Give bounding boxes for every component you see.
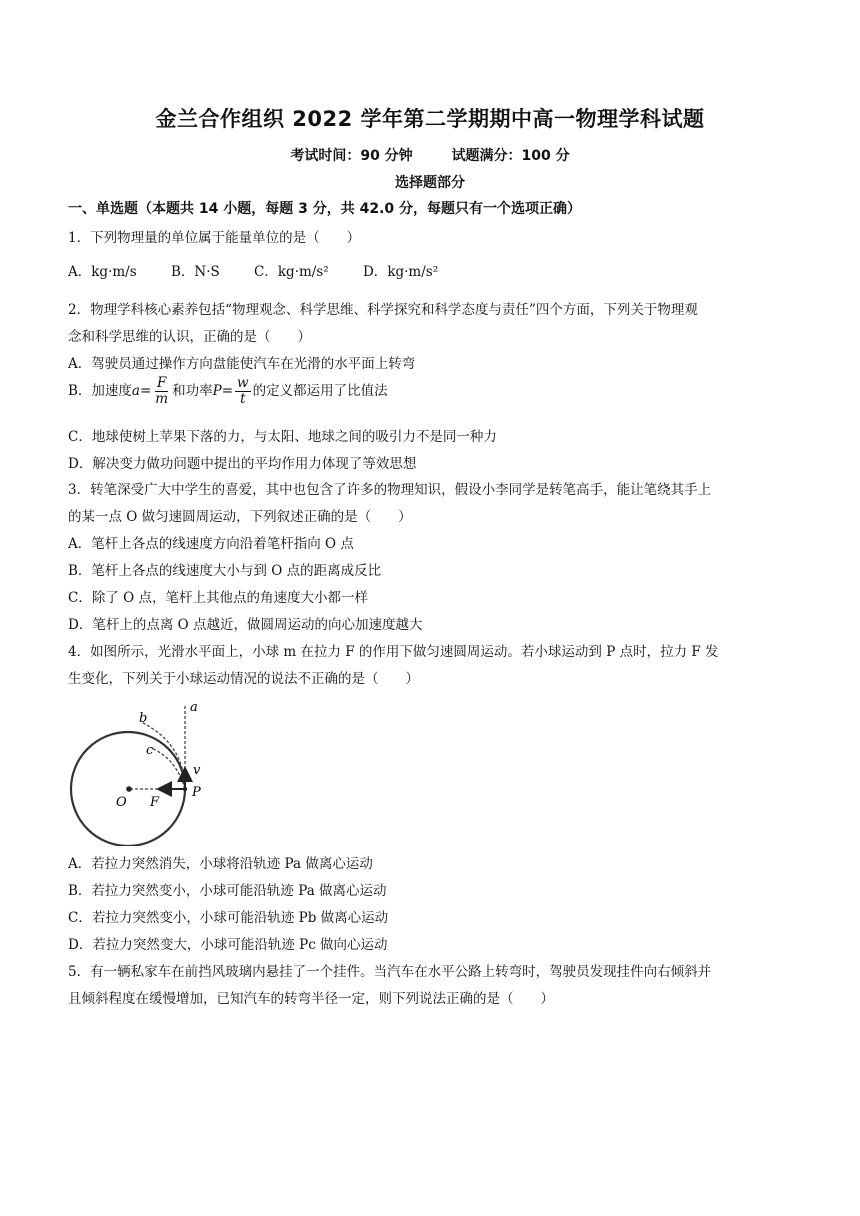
q3-option-b: B．笔杆上各点的线速度大小与到 O 点的距离成反比	[68, 563, 382, 579]
q2-option-d: D．解决变力做功问题中提出的平均作用力体现了等效思想	[68, 456, 417, 472]
formula-acceleration: $\frac{F}{m}$	[155, 375, 169, 407]
q4-stem-line2: 生变化，下列关于小球运动情况的说法不正确的是（ ）	[68, 671, 419, 687]
part-title: 选择题部分	[395, 175, 465, 191]
q3-option-c: C．除了 O 点，笔杆上其他点的角速度大小都一样	[68, 590, 368, 606]
trajectory-c	[151, 748, 185, 789]
q3-stem-line2: 的某一点 O 做匀速圆周运动，下列叙述正确的是（ ）	[68, 509, 412, 525]
q1-option-a: A．kg·m/s	[68, 264, 137, 280]
section-title: 一、单选题（本题共 14 小题，每题 3 分，共 42.0 分，每题只有一个选项正确）	[68, 201, 582, 217]
q3-option-d: D．笔杆上的点离 O 点越近，做圆周运动的向心加速度越大	[68, 617, 423, 633]
full-score: 试题满分：100 分	[451, 148, 570, 164]
formula-power: $\frac{w}{t}$	[237, 375, 249, 407]
exam-meta	[0, 145, 860, 165]
exam-time: 考试时间：90 分钟	[290, 148, 413, 164]
q1-options	[68, 260, 468, 280]
center-point	[126, 786, 132, 792]
q4-option-c: C．若拉力突然变小，小球可能沿轨迹 Pb 做离心运动	[68, 910, 389, 926]
ball-point	[183, 787, 187, 791]
q4-option-d: D．若拉力突然变大，小球可能沿轨迹 Pc 做向心运动	[68, 937, 388, 953]
q2-option-b: B．加速度a= $\frac{F}{m}$ 和功率P= $\frac{w}{t}$ 的定义都运用了比值法	[68, 375, 388, 407]
q1-option-d: D．kg·m/s²	[362, 264, 439, 280]
label-P: P	[192, 785, 201, 800]
q4-stem-line1: 4．如图所示，光滑水平面上，小球 m 在拉力 F 的作用下做匀速圆周运动。若小球运动到 P 点时，拉力 F 发	[68, 644, 719, 660]
label-a: a	[190, 700, 198, 715]
label-O: O	[116, 795, 127, 810]
q3-option-a: A．笔杆上各点的线速度方向沿着笔杆指向 O 点	[68, 536, 354, 552]
q3-stem-line1: 3．转笔深受广大中学生的喜爱，其中也包含了许多的物理知识，假设小李同学是转笔高手，能让笔绕其手上	[68, 482, 712, 498]
label-c: c	[146, 743, 154, 758]
exam-title: 金兰合作组织 2022 学年第二学期期中高一物理学科试题	[155, 107, 705, 131]
q1-option-c: C．kg·m/s²	[254, 264, 329, 280]
q2-stem-line1: 2．物理学科核心素养包括“物理观念、科学思维、科学探究和科学态度与责任”四个方面，下列关于物理观	[68, 302, 698, 318]
circular-motion-diagram	[66, 698, 226, 846]
label-F: F	[150, 795, 160, 810]
label-b: b	[139, 711, 148, 726]
q2-option-c: C．地球使树上苹果下落的力，与太阳、地球之间的吸引力不是同一种力	[68, 429, 497, 445]
circular-motion-figure	[66, 698, 226, 846]
q1-stem: 1．下列物理量的单位属于能量单位的是（ ）	[68, 230, 361, 246]
q2-stem-line2: 念和科学思维的认识，正确的是（ ）	[68, 329, 311, 345]
label-v: v	[193, 763, 201, 778]
q4-option-a: A．若拉力突然消失，小球将沿轨迹 Pa 做离心运动	[68, 856, 373, 872]
q1-option-b: B．N·S	[170, 264, 220, 280]
q5-stem-line2: 且倾斜程度在缓慢增加，已知汽车的转弯半径一定，则下列说法正确的是（ ）	[68, 991, 554, 1007]
q5-stem-line1: 5．有一辆私家车在前挡风玻璃内悬挂了一个挂件。当汽车在水平公路上转弯时，驾驶员发现挂件向右倾斜并	[68, 964, 712, 980]
q4-option-b: B．若拉力突然变小，小球可能沿轨迹 Pa 做离心运动	[68, 883, 387, 899]
q2-option-a: A．驾驶员通过操作方向盘能使汽车在光滑的水平面上转弯	[68, 356, 416, 372]
